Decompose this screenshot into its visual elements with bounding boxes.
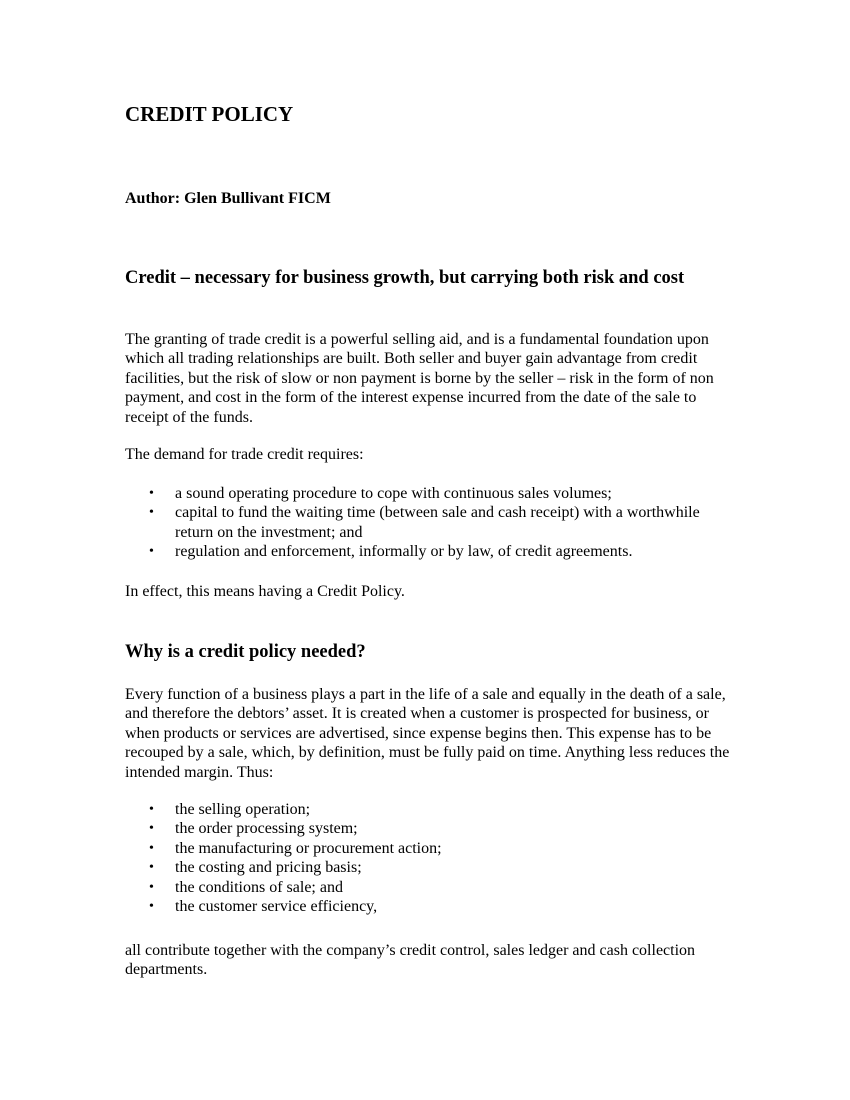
bullet-icon: •	[149, 802, 154, 817]
paragraph-trade-credit: The granting of trade credit is a powerful selling aid, and is a fundamental foundation upon which all trading relationships are built. Both seller and buyer gain advantage from credit facilities, but the risk of slow or non payment is borne by the seller – risk in the form of non payment, and cost in the form of the interest expense incurred from the date of the sale to receipt of the funds.	[125, 331, 714, 426]
requirements-list	[125, 484, 730, 562]
list-item-text: capital to fund the waiting time (between sale and cash receipt) with a worthwhile return on the investment; and	[175, 504, 700, 541]
bullet-icon: •	[149, 879, 154, 895]
list-item	[125, 897, 730, 916]
list-item-text: the manufacturing or procurement action;	[175, 839, 442, 857]
bullet-icon: •	[149, 860, 154, 876]
paragraph-departments: all contribute together with the company’s credit control, sales ledger and cash collection departments.	[125, 942, 696, 979]
section-heading-why-needed: Why is a credit policy needed?	[125, 642, 366, 662]
list-item-text: regulation and enforcement, informally or by law, of credit agreements.	[175, 543, 633, 561]
bullet-icon: •	[149, 840, 154, 856]
list-item	[125, 858, 730, 877]
document-title: CREDIT POLICY	[125, 102, 294, 126]
list-item	[125, 800, 730, 819]
list-item-text: the costing and pricing basis;	[175, 859, 362, 877]
paragraph-business-function: Every function of a business plays a part in the life of a sale and equally in the death of a sale, and therefore the debtors’ asset. It is created when a customer is prospected for business, or when products or services are advertised, since expense begins then. This expense has to be recouped by a sale, which, by definition, must be fully paid on time. Anything less reduces the intended margin. Thus:	[125, 686, 730, 781]
list-item-text: the conditions of sale; and	[175, 878, 343, 896]
paragraph-credit-policy-effect: In effect, this means having a Credit Policy.	[125, 583, 405, 600]
list-item-text: the order processing system;	[175, 820, 358, 838]
list-item	[125, 484, 730, 503]
list-item	[125, 819, 730, 838]
list-item-text: the customer service efficiency,	[175, 898, 378, 916]
bullet-icon: •	[149, 899, 154, 915]
bullet-icon: •	[149, 544, 154, 560]
list-item	[125, 503, 730, 542]
list-item-text: the selling operation;	[175, 801, 311, 818]
list-item	[125, 542, 730, 561]
bullet-icon: •	[149, 821, 154, 837]
section-heading-credit-growth: Credit – necessary for business growth, but carrying both risk and cost	[125, 268, 685, 288]
list-item-text: a sound operating procedure to cope with continuous sales volumes;	[175, 485, 612, 502]
bullet-icon: •	[149, 486, 154, 501]
bullet-icon: •	[149, 505, 154, 521]
functions-list	[125, 800, 730, 916]
paragraph-demand-intro: The demand for trade credit requires:	[125, 446, 364, 463]
list-item	[125, 839, 730, 858]
list-item	[125, 878, 730, 897]
author-line: Author: Glen Bullivant FICM	[125, 190, 331, 207]
